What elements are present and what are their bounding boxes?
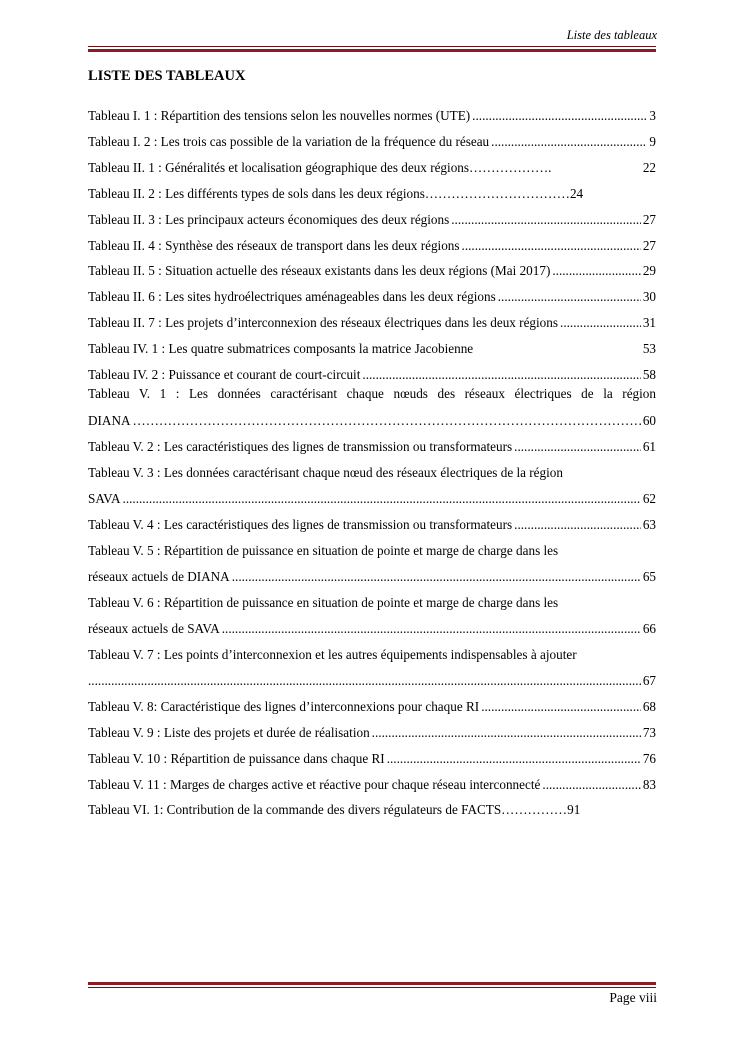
page-number: 91 [567,802,581,817]
page-number: 3 [649,108,656,123]
page-number: 83 [642,777,656,792]
list-item[interactable]: Tableau II. 3 : Les principaux acteurs économiques des deux régions ..... 27 [88,211,656,229]
list-item[interactable]: Tableau II. 6 : Les sites hydroélectriques aménageables dans les deux régions ..... 30 [88,288,656,306]
list-item[interactable]: Tableau IV. 2 : Puissance et courant de court-circuit ..... 58 [88,366,656,384]
page-number-footer: Page viii [609,990,657,1005]
list-item[interactable]: Tableau II. 2 : Les différents types de sols dans les deux régions……………………………24 [88,186,584,201]
page-number: 73 [642,725,656,740]
header-title: Liste des tableaux [566,28,657,42]
page-number: 58 [642,367,656,382]
page-number: 63 [642,517,656,532]
page-number: 65 [642,569,656,584]
page-number: 27 [642,238,656,253]
page-number: 27 [642,212,656,227]
list-item[interactable]: Tableau II. 5 : Situation actuelle des réseaux existants dans les deux régions (Mai 2017) ..... 29 [88,262,656,280]
list-item[interactable]: Tableau V. 2 : Les caractéristiques des lignes de transmission ou transformateurs ..... 61 [88,438,656,456]
list-item[interactable]: Tableau I. 2 : Les trois cas possible de la variation de la fréquence du réseau ..... 9 [88,133,656,151]
list-item[interactable]: Tableau II. 4 : Synthèse des réseaux de transport dans les deux régions ..... 27 [88,237,656,255]
page-title: LISTE DES TABLEAUX [88,68,246,84]
page-number: 60 [642,413,656,428]
page-number: 66 [642,621,656,636]
list-item[interactable]: Tableau II. 1 : Généralités et localisation géographique des deux régions………………. 22 [88,160,656,175]
page-number: 76 [642,751,656,766]
list-item[interactable]: Tableau I. 1 : Répartition des tensions selon les nouvelles normes (UTE) ..... 3 [88,107,656,125]
page-number: 67 [642,673,656,688]
page-number: 30 [642,289,656,304]
page-number: 29 [642,263,656,278]
list-item[interactable]: Tableau VI. 1: Contribution de la commande des divers régulateurs de FACTS……………91 [88,802,581,817]
list-item[interactable]: Tableau V. 11 : Marges de charges active et réactive pour chaque réseau interconnecté ..... 83 [88,776,656,794]
page-number: 68 [642,699,656,714]
header-rule [88,46,656,52]
page-number: 24 [569,186,584,201]
page-number: 62 [642,491,656,506]
page-number: 61 [642,439,656,454]
page-number: 22 [642,160,656,175]
list-item[interactable]: Tableau V. 10 : Répartition de puissance dans chaque RI ..... 76 [88,750,656,768]
list-item[interactable]: Tableau V. 4 : Les caractéristiques des lignes de transmission ou transformateurs ..... 63 [88,516,656,534]
footer-rule [88,982,656,988]
page-number: 53 [642,341,656,356]
list-item[interactable]: Tableau V. 8: Caractéristique des lignes d’interconnexions pour chaque RI ..... 68 [88,698,656,716]
list-item[interactable]: Tableau II. 7 : Les projets d’interconnexion des réseaux électriques dans les deux régions ..... 31 [88,314,656,332]
page-number: 9 [649,134,656,149]
page-number: 31 [642,315,656,330]
list-item[interactable]: Tableau IV. 1 : Les quatre submatrices composants la matrice Jacobienne 53 [88,341,656,356]
list-item[interactable]: Tableau V. 9 : Liste des projets et durée de réalisation ..... 73 [88,724,656,742]
